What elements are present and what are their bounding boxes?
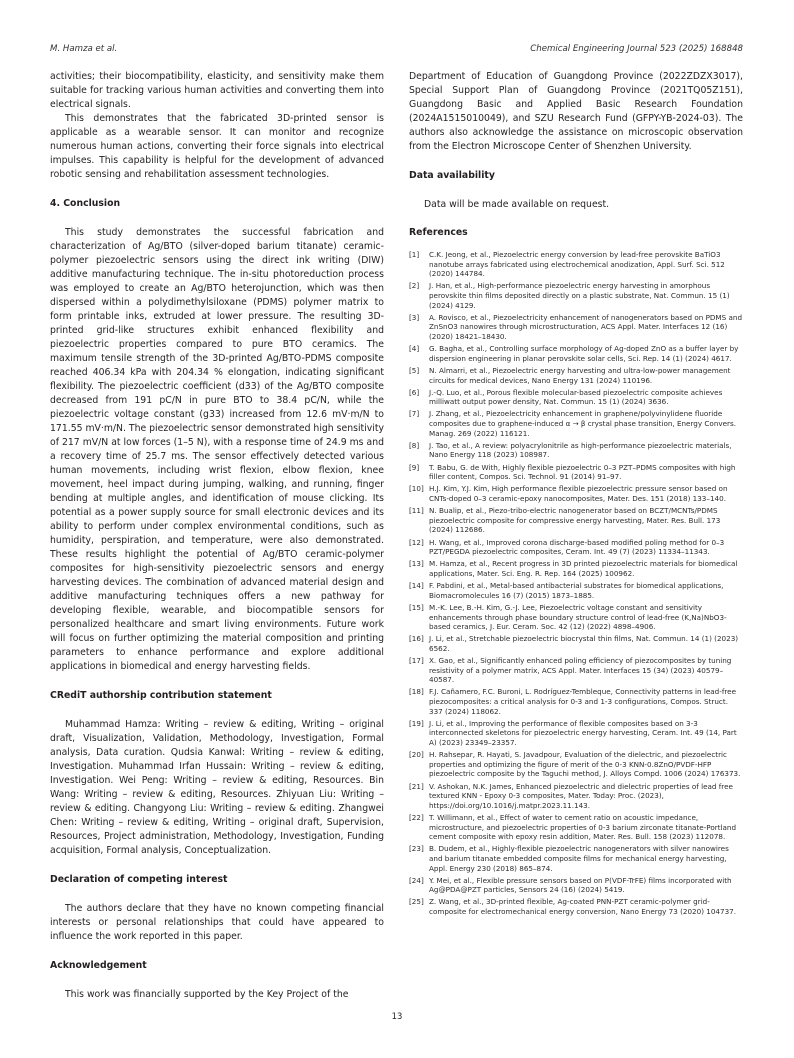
reference-item — [409, 250, 743, 279]
conclusion-heading: 4. Conclusion — [50, 198, 121, 209]
left-column — [50, 70, 384, 1002]
reference-item — [409, 409, 743, 438]
references-heading: References — [409, 227, 468, 238]
reference-text: C.K. Jeong, et al., Piezoelectric energy conversion by lead-free perovskite BaTiO3 nanotube arrays fabricated using electrochemical anodization, Appl. Surf. Sci. 512 (2020) 144784. — [429, 250, 725, 279]
reference-item — [409, 484, 743, 503]
acknowledgement-continued: Department of Education of Guangdong Province (2022ZDZX3017), Special Support Plan of Guangdong Province (2021TQ05Z151), Guangdong Basic and Applied Basic Research Foundation (2024A1515010049), and SZU Research Fund (GFPY-YB-2024-03). The authors also acknowledge the assistance on microscopic observation from the Electron Microscope Center of Shenzhen University. — [409, 71, 743, 152]
reference-number: [14] — [409, 581, 424, 591]
paragraph-wearable: This demonstrates that the fabricated 3D-printed sensor is applicable as a wearable sensor. It can monitor and recognize numerous human actions, converting their force signals into electrical impulses. This capability is helpful for the development of advanced robotic sensing and rehabilitation assessment technologies. — [50, 113, 384, 180]
reference-item — [409, 313, 743, 342]
reference-text: Z. Wang, et al., 3D-printed flexible, Ag-coated PNN-PZT ceramic-polymer grid-composite for electromechanical energy conversion, Nano Energy 73 (2020) 104737. — [429, 897, 737, 917]
reference-text: V. Ashokan, N.K. James, Enhanced piezoelectric and dielectric properties of lead free textured KNN - Epoxy 0-3 composites, Mater. Today: Proc. (2023), https://doi.org/10.1016/j.matpr.2023.11.143. — [429, 781, 733, 810]
reference-number: [7] — [409, 409, 420, 419]
reference-item — [409, 782, 743, 811]
reference-number: [2] — [409, 281, 420, 291]
reference-text: J. Tao, et al., A review: polyacrylonitrile as high-performance piezoelectric materials, Nano Energy 118 (2023) 108987. — [429, 440, 732, 460]
reference-text: H. Rahsepar, R. Hayati, S. Javadpour, Evaluation of the dielectric, and piezoelectric properties and optimizing the figure of merit of the 0-3 KNN-0.8ZnO/PVDF-HFP piezoelectric composite by the Taguchi method, J. Alloys Compd. 1006 (2024) 176373. — [429, 750, 741, 779]
reference-number: [13] — [409, 559, 424, 569]
reference-text: M.-K. Lee, B.-H. Kim, G.-J. Lee, Piezoelectric voltage constant and sensitivity enhancements through phase boundary structure control of lead-free (K,Na)NbO3-based ceramics, J. Eur. Ceram. Soc. 42 (12) (2022) 4898–4906. — [429, 602, 727, 632]
reference-list — [409, 250, 743, 917]
credit-paragraph: Muhammad Hamza: Writing – review & editing, Writing – original draft, Visualization, Validation, Methodology, Investigation, Formal analysis, Data curation. Qudsia Kanwal: Writing – review & editing, Investigation. Muhammad Irfan Hussain: Writing – review & editing, Investigation. Wei Peng: Writing – review & editing, Resources. Bin Wang: Writing – review & editing, Resources. Zhiyuan Liu: Writing – review & editing. Changyong Liu: Writing – review & editing. Zhangwei Chen: Writing – review & editing, Writing – original draft, Supervision, Resources, Project administration, Methodology, Investigation, Funding acquisition, Formal analysis, Conceptualization. — [50, 719, 384, 856]
reference-item — [409, 581, 743, 600]
reference-text: H.J. Kim, Y.J. Kim, High performance flexible piezoelectric pressure sensor based on CNTs-doped 0–3 ceramic-epoxy nanocomposites, Mater. Des. 151 (2018) 133–140. — [429, 484, 728, 503]
competing-interest-paragraph: The authors declare that they have no known competing financial interests or personal relationships that could have appeared to influence the work reported in this paper. — [50, 903, 384, 942]
reference-item — [409, 463, 743, 482]
acknowledgement-heading: Acknowledgement — [50, 960, 147, 971]
reference-number: [3] — [409, 312, 420, 322]
reference-text: J. Li, et al., Stretchable piezoelectric biocrystal thin films, Nat. Commun. 14 (1) (2023) 6562. — [429, 634, 739, 653]
competing-interest-heading: Declaration of competing interest — [50, 874, 228, 885]
reference-item — [409, 506, 743, 535]
reference-text: F.J. Cañamero, F.C. Buroni, L. Rodríguez-Tembleque, Connectivity patterns in lead-free piezocomposites: a critical analysis for 0-3 and 1-3 configurations, Compos. Struct. 337 (2024) 118062. — [429, 687, 737, 716]
reference-number: [23] — [409, 844, 424, 854]
reference-number: [21] — [409, 781, 424, 791]
reference-number: [5] — [409, 365, 420, 375]
reference-number: [18] — [409, 687, 424, 697]
page-number: 13 — [391, 1011, 403, 1021]
acknowledgement-paragraph: This work was financially supported by the Key Project of the — [65, 989, 349, 1000]
reference-text: T. Willimann, et al., Effect of water to cement ratio on acoustic impedance, microstructure, and piezoelectric properties of 0-3 barium zirconate titanate-Portland cement composite with epoxy resin addition, Mater. Res. Bull. 158 (2023) 112078. — [429, 812, 737, 842]
reference-number: [20] — [409, 750, 424, 760]
reference-text: N. Bualip, et al., Piezo-tribo-electric nanogenerator based on BCZT/MCNTs/PDMS piezoelectric composite for compressive energy harvesting, Mater. Res. Bull. 173 (2024) 112686. — [429, 506, 721, 535]
reference-text: J. Han, et al., High-performance piezoelectric energy harvesting in amorphous perovskite thin films deposited directly on a plastic substrate, Nat. Commun. 15 (1) (2024) 4129. — [429, 281, 730, 310]
reference-item — [409, 687, 743, 716]
reference-item — [409, 441, 743, 460]
reference-item — [409, 559, 743, 578]
reference-item — [409, 603, 743, 632]
reference-number: [1] — [409, 250, 420, 259]
reference-number: [10] — [409, 484, 424, 494]
reference-text: N. Almarri, et al., Piezoelectric energy harvesting and ultra-low-power management circuits for medical devices, Nano Energy 131 (2024) 110196. — [429, 365, 731, 385]
data-availability-heading: Data availability — [409, 170, 495, 181]
reference-item — [409, 844, 743, 873]
reference-item — [409, 656, 743, 685]
reference-number: [9] — [409, 462, 420, 472]
reference-text: T. Babu, G. de With, Highly flexible piezoelectric 0–3 PZT–PDMS composites with high filler content, Compos. Sci. Technol. 91 (2014) 91–97. — [429, 462, 736, 482]
reference-number: [15] — [409, 602, 424, 612]
reference-text: M. Hamza, et al., Recent progress in 3D printed piezoelectric materials for biomedical applications, Mater. Sci. Eng. R. Rep. 164 (2025) 100962. — [429, 559, 738, 578]
reference-text: H. Wang, et al., Improved corona discharge-based modified poling method for 0–3 PZT/PEGDA piezoelectric composites, Ceram. Int. 49 (7) (2023) 11334–11343. — [429, 537, 725, 557]
reference-text: J.-Q. Luo, et al., Porous flexible molecular-based piezoelectric composite achieves milliwatt output power density, Nat. Commun. 15 (1) (2024) 3636. — [429, 387, 723, 407]
credit-heading: CRediT authorship contribution statement — [50, 690, 272, 701]
reference-text: G. Bagha, et al., Controlling surface morphology of Ag-doped ZnO as a buffer layer by dispersion engineering in planar perovskite solar cells, Sci. Rep. 14 (1) (2024) 4617. — [429, 344, 739, 363]
reference-text: J. Li, et al., Improving the performance of flexible composites based on 3-3 interconnected skeletons for piezoelectric energy harvesting, Ceram. Int. 49 (14, Part A) (2023) 23349–23357. — [429, 718, 737, 747]
reference-number: [25] — [409, 897, 424, 907]
reference-number: [8] — [409, 440, 420, 450]
reference-text: B. Dudem, et al., Highly-flexible piezoelectric nanogenerators with silver nanowires and barium titanate embedded composite films for mechanical energy harvesting, Appl. Energy 230 (2018) 865–874. — [429, 844, 729, 873]
reference-item — [409, 281, 743, 310]
reference-item — [409, 897, 743, 916]
reference-text: J. Zhang, et al., Piezoelectricity enhancement in graphene/polyvinylidene fluoride composites due to graphene-induced α → β crystal phase transition, Energy Convers. Manag. 269 (2022) 116121. — [429, 409, 737, 438]
paragraph-activities: activities; their biocompatibility, elasticity, and sensitivity make them suitable for tracking various human activities and converting them into electrical signals. — [50, 71, 384, 110]
reference-number: [6] — [409, 387, 420, 397]
reference-number: [22] — [409, 812, 424, 822]
reference-text: X. Gao, et al., Significantly enhanced poling efficiency of piezocomposites by tuning resistivity of a polymer matrix, ACS Appl. Mater. Interfaces 15 (34) (2023) 40579–40587. — [429, 656, 732, 685]
reference-item — [409, 719, 743, 748]
reference-item — [409, 538, 743, 557]
reference-number: [12] — [409, 537, 424, 547]
reference-number: [17] — [409, 656, 424, 666]
reference-item — [409, 813, 743, 842]
right-column — [409, 70, 743, 919]
reference-number: [24] — [409, 875, 424, 885]
reference-item — [409, 634, 743, 653]
reference-number: [19] — [409, 718, 424, 728]
running-header-authors: M. Hamza et al. — [50, 44, 118, 54]
reference-item — [409, 388, 743, 407]
running-header-journal: Chemical Engineering Journal 523 (2025) 168848 — [530, 44, 743, 54]
reference-number: [11] — [409, 506, 424, 516]
reference-item — [409, 876, 743, 895]
conclusion-paragraph: This study demonstrates the successful fabrication and characterization of Ag/BTO (silver-doped barium titanate) ceramic-polymer piezoelectric sensors using the direct ink writing (DIW) additive manufacturing technique. The in-situ photoreduction process was employed to create an Ag/BTO heterojunction, which was then dispersed within a polydimethylsiloxane (PDMS) polymer matrix to form printable inks, extruded at lower pressure. The resulting 3D-printed grid-like structures exhibit enhanced flexibility and piezoelectric properties compared to pure BTO ceramics. The maximum tensile strength of the 3D-printed Ag/BTO-PDMS composite reached 406.34 kPa with 204.34 % elongation, indicating significant flexibility. The piezoelectric coefficient (d33) of the Ag/BTO composite decreased from 191 pC/N in pure BTO to 38.4 pC/N, while the piezoelectric voltage constant (g33) increased from 12.6 mV·m/N to 171.55 mV·m/N. The piezoelectric sensor demonstrated high sensitivity of 217 mV/N at low forces (1–5 N), with a response time of 24.9 ms and a recovery time of 25.7 ms. The sensor effectively detected various human movements, including wrist flexion, elbow flexion, knee movement, heel impact during jumping, walking, and running, finger bending at multiple angles, and identification of mouse clicking. Its potential as a power supply source for small electronic devices and its ability to perform under complex environmental conditions, such as humidity, perspiration, and temperature, were also demonstrated. These results highlight the potential of Ag/BTO ceramic-polymer composites for high-sensitivity piezoelectric sensors and energy harvesting devices. The combination of advanced material design and additive manufacturing techniques offers a new pathway for developing flexible, wearable, and biocompatible sensors for personalized healthcare and smart living environments. Future work will focus on further optimizing the material composition and printing parameters to enhance performance and explore additional applications in biomedical and energy harvesting fields. — [50, 227, 384, 672]
reference-item — [409, 366, 743, 385]
data-availability-paragraph: Data will be made available on request. — [424, 199, 610, 210]
reference-text: A. Rovisco, et al., Piezoelectricity enhancement of nanogenerators based on PDMS and ZnSnO3 nanowires through microstructuration, ACS Appl. Mater. Interfaces 12 (16) (2020) 18421–18430. — [429, 312, 743, 341]
reference-number: [4] — [409, 344, 420, 354]
reference-text: Y. Mei, et al., Flexible pressure sensors based on P(VDF-TrFE) films incorporated with Ag@PDA@PZT particles, Sensors 24 (16) (2024) 5419. — [429, 875, 732, 895]
reference-item — [409, 750, 743, 779]
reference-text: F. Pabdini, et al., Metal-based antibacterial substrates for biomedical applications, Biomacromolecules 16 (7) (2015) 1873–1885. — [429, 581, 724, 600]
reference-number: [16] — [409, 634, 424, 644]
reference-item — [409, 344, 743, 363]
